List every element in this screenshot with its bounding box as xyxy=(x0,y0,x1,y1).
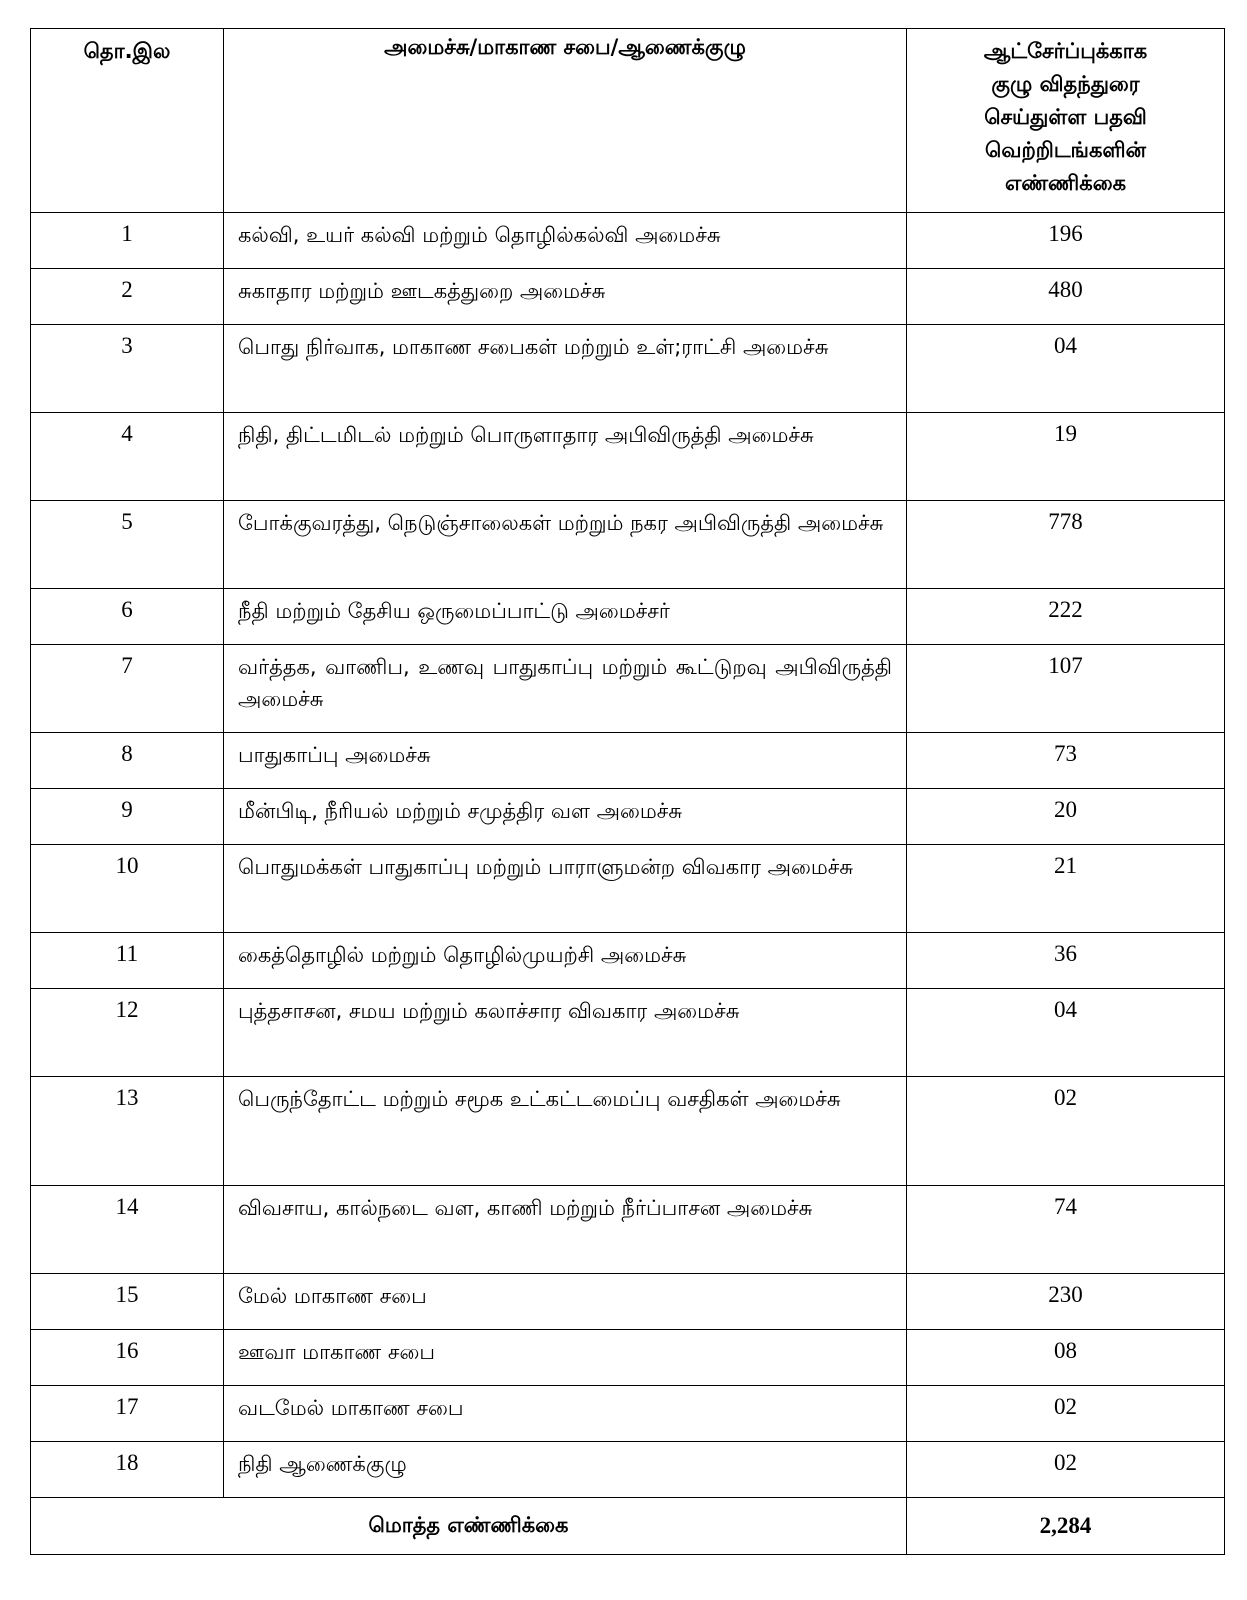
row-count: 20 xyxy=(907,789,1225,845)
row-count: 02 xyxy=(907,1386,1225,1442)
total-row xyxy=(31,1498,1225,1555)
table-row xyxy=(31,1274,1225,1330)
row-count: 74 xyxy=(907,1186,1225,1274)
header-vacancy-line: ஆட்சேர்ப்புக்காக xyxy=(983,39,1148,63)
table-row xyxy=(31,645,1225,733)
row-institution: பொது நிர்வாக, மாகாண சபைகள் மற்றும் உள்;ராட்சி அமைச்சு xyxy=(224,325,907,413)
table-row xyxy=(31,989,1225,1077)
table-row xyxy=(31,1442,1225,1498)
row-institution: கல்வி, உயர் கல்வி மற்றும் தொழில்கல்வி அமைச்சு xyxy=(224,213,907,269)
table-row xyxy=(31,213,1225,269)
row-number: 6 xyxy=(31,589,224,645)
row-count: 02 xyxy=(907,1077,1225,1186)
total-value: 2,284 xyxy=(907,1498,1225,1555)
row-count: 230 xyxy=(907,1274,1225,1330)
vacancy-table xyxy=(30,28,1225,1555)
row-number: 2 xyxy=(31,269,224,325)
row-number: 17 xyxy=(31,1386,224,1442)
row-count: 04 xyxy=(907,989,1225,1077)
row-institution: புத்தசாசன, சமய மற்றும் கலாச்சார விவகார அமைச்சு xyxy=(224,989,907,1077)
table-row xyxy=(31,789,1225,845)
row-number: 14 xyxy=(31,1186,224,1274)
row-number: 9 xyxy=(31,789,224,845)
row-count: 480 xyxy=(907,269,1225,325)
row-number: 10 xyxy=(31,845,224,933)
header-vacancy-line: குழு விதந்துரை xyxy=(991,72,1140,96)
row-number: 13 xyxy=(31,1077,224,1186)
row-institution: வடமேல் மாகாண சபை xyxy=(224,1386,907,1442)
row-number: 12 xyxy=(31,989,224,1077)
header-vacancy-line: செய்துள்ள பதவி xyxy=(984,105,1147,129)
row-institution: ஊவா மாகாண சபை xyxy=(224,1330,907,1386)
row-number: 1 xyxy=(31,213,224,269)
row-number: 11 xyxy=(31,933,224,989)
row-count: 19 xyxy=(907,413,1225,501)
row-count: 04 xyxy=(907,325,1225,413)
row-count: 08 xyxy=(907,1330,1225,1386)
row-institution: போக்குவரத்து, நெடுஞ்சாலைகள் மற்றும் நகர அபிவிருத்தி அமைச்சு xyxy=(224,501,907,589)
header-vacancy-line: வெற்றிடங்களின் xyxy=(985,138,1146,162)
row-number: 16 xyxy=(31,1330,224,1386)
table-row xyxy=(31,589,1225,645)
row-number: 7 xyxy=(31,645,224,733)
row-count: 107 xyxy=(907,645,1225,733)
table-row xyxy=(31,1330,1225,1386)
header-serial-no: தொ.இல xyxy=(31,29,224,213)
row-institution: விவசாய, கால்நடை வள, காணி மற்றும் நீர்ப்பாசன அமைச்சு xyxy=(224,1186,907,1274)
table-row xyxy=(31,269,1225,325)
row-count: 02 xyxy=(907,1442,1225,1498)
row-institution: மீன்பிடி, நீரியல் மற்றும் சமுத்திர வள அமைச்சு xyxy=(224,789,907,845)
row-count: 196 xyxy=(907,213,1225,269)
row-count: 73 xyxy=(907,733,1225,789)
row-count: 36 xyxy=(907,933,1225,989)
table-row xyxy=(31,845,1225,933)
row-number: 5 xyxy=(31,501,224,589)
header-vacancy-count xyxy=(907,29,1225,213)
row-institution: நிதி ஆணைக்குழு xyxy=(224,1442,907,1498)
row-institution: பொதுமக்கள் பாதுகாப்பு மற்றும் பாராளுமன்ற விவகார அமைச்சு xyxy=(224,845,907,933)
row-institution: வர்த்தக, வாணிப, உணவு பாதுகாப்பு மற்றும் கூட்டுறவு அபிவிருத்தி அமைச்சு xyxy=(224,645,907,733)
header-institution: அமைச்சு/மாகாண சபை/ஆணைக்குழு xyxy=(224,29,907,213)
row-count: 222 xyxy=(907,589,1225,645)
row-institution: சுகாதார மற்றும் ஊடகத்துறை அமைச்சு xyxy=(224,269,907,325)
table-row xyxy=(31,1386,1225,1442)
row-count: 21 xyxy=(907,845,1225,933)
table-row xyxy=(31,501,1225,589)
table-row xyxy=(31,933,1225,989)
row-institution: பெருந்தோட்ட மற்றும் சமூக உட்கட்டமைப்பு வசதிகள் அமைச்சு xyxy=(224,1077,907,1186)
table-row xyxy=(31,733,1225,789)
table-row xyxy=(31,1077,1225,1186)
row-number: 18 xyxy=(31,1442,224,1498)
row-institution: கைத்தொழில் மற்றும் தொழில்முயற்சி அமைச்சு xyxy=(224,933,907,989)
row-number: 4 xyxy=(31,413,224,501)
table-row xyxy=(31,1186,1225,1274)
row-number: 15 xyxy=(31,1274,224,1330)
row-institution: பாதுகாப்பு அமைச்சு xyxy=(224,733,907,789)
total-label: மொத்த எண்ணிக்கை xyxy=(31,1498,907,1555)
table-header-row xyxy=(31,29,1225,213)
table-row xyxy=(31,325,1225,413)
row-institution: நிதி, திட்டமிடல் மற்றும் பொருளாதார அபிவிருத்தி அமைச்சு xyxy=(224,413,907,501)
row-institution: மேல் மாகாண சபை xyxy=(224,1274,907,1330)
table-row xyxy=(31,413,1225,501)
row-institution: நீதி மற்றும் தேசிய ஒருமைப்பாட்டு அமைச்சர் xyxy=(224,589,907,645)
header-vacancy-line: எண்ணிக்கை xyxy=(1004,171,1127,195)
row-count: 778 xyxy=(907,501,1225,589)
row-number: 3 xyxy=(31,325,224,413)
row-number: 8 xyxy=(31,733,224,789)
